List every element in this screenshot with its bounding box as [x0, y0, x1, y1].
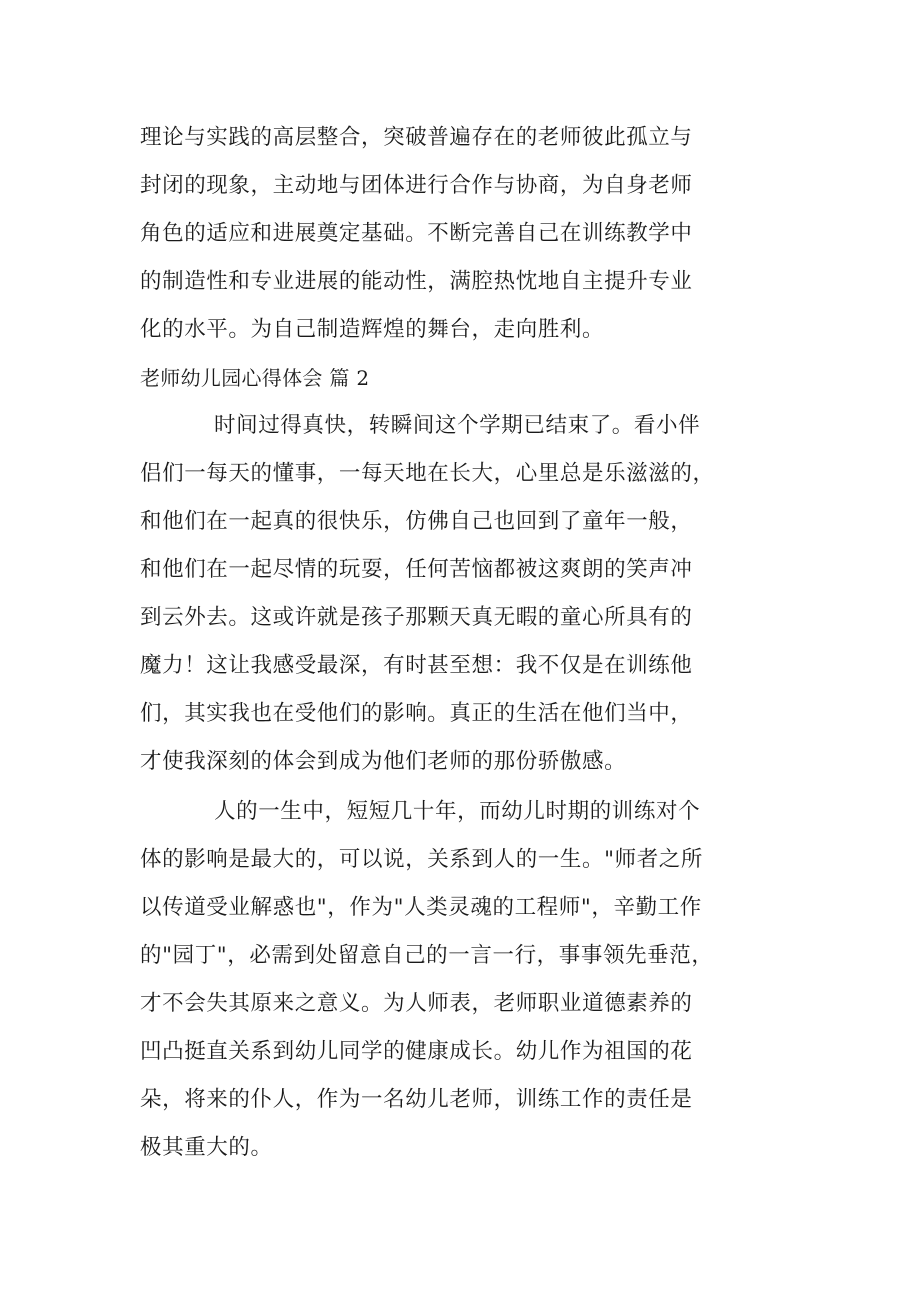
paragraph-first-line: 时间过得真快，转瞬间这个学期已结束了。看小伴 [214, 413, 701, 438]
text-line: 才使我深刻的体会到成为他们老师的那份骄傲感。 [140, 749, 627, 774]
text-line: 的制造性和专业进展的能动性，满腔热忱地自主提升专业 [140, 269, 693, 294]
text-line: 朵，将来的仆人，作为一名幼儿老师，训练工作的责任是 [140, 1087, 693, 1112]
text-line: 们，其实我也在受他们的影响。真正的生活在他们当中， [140, 701, 693, 726]
text-line: 极其重大的。 [140, 1135, 273, 1160]
text-line: 理论与实践的高层整合，突破普遍存在的老师彼此孤立与 [140, 125, 693, 150]
text-line: 到云外去。这或许就是孩子那颗天真无暇的童心所具有的 [140, 605, 693, 630]
text-line: 角色的适应和进展奠定基础。不断完善自己在训练教学中 [140, 221, 693, 246]
text-line: 才不会失其原来之意义。为人师表，老师职业道德素养的 [140, 991, 693, 1016]
section-heading: 老师幼儿园心得体会 篇 2 [140, 366, 370, 390]
text-line: 的"园丁"，必需到处留意自己的一言一行，事事领先垂范， [140, 943, 714, 968]
text-line: 以传道受业解惑也"，作为"人类灵魂的工程师"，辛勤工作 [140, 895, 702, 920]
text-line: 和他们在一起真的很快乐，仿佛自己也回到了童年一般， [140, 509, 693, 534]
text-line: 和他们在一起尽情的玩耍，任何苦恼都被这爽朗的笑声冲 [140, 557, 693, 582]
paragraph-first-line: 人的一生中，短短几十年，而幼儿时期的训练对个 [214, 799, 701, 824]
text-line: 侣们一每天的懂事，一每天地在长大，心里总是乐滋滋的， [140, 461, 715, 486]
text-line: 封闭的现象，主动地与团体进行合作与协商，为自身老师 [140, 173, 693, 198]
text-line: 化的水平。为自己制造辉煌的舞台，走向胜利。 [140, 317, 605, 342]
text-line: 体的影响是最大的，可以说，关系到人的一生。"师者之所 [140, 847, 703, 872]
text-line: 魔力！这让我感受最深，有时甚至想：我不仅是在训练他 [140, 653, 693, 678]
text-line: 凹凸挺直关系到幼儿同学的健康成长。幼儿作为祖国的花 [140, 1039, 693, 1064]
